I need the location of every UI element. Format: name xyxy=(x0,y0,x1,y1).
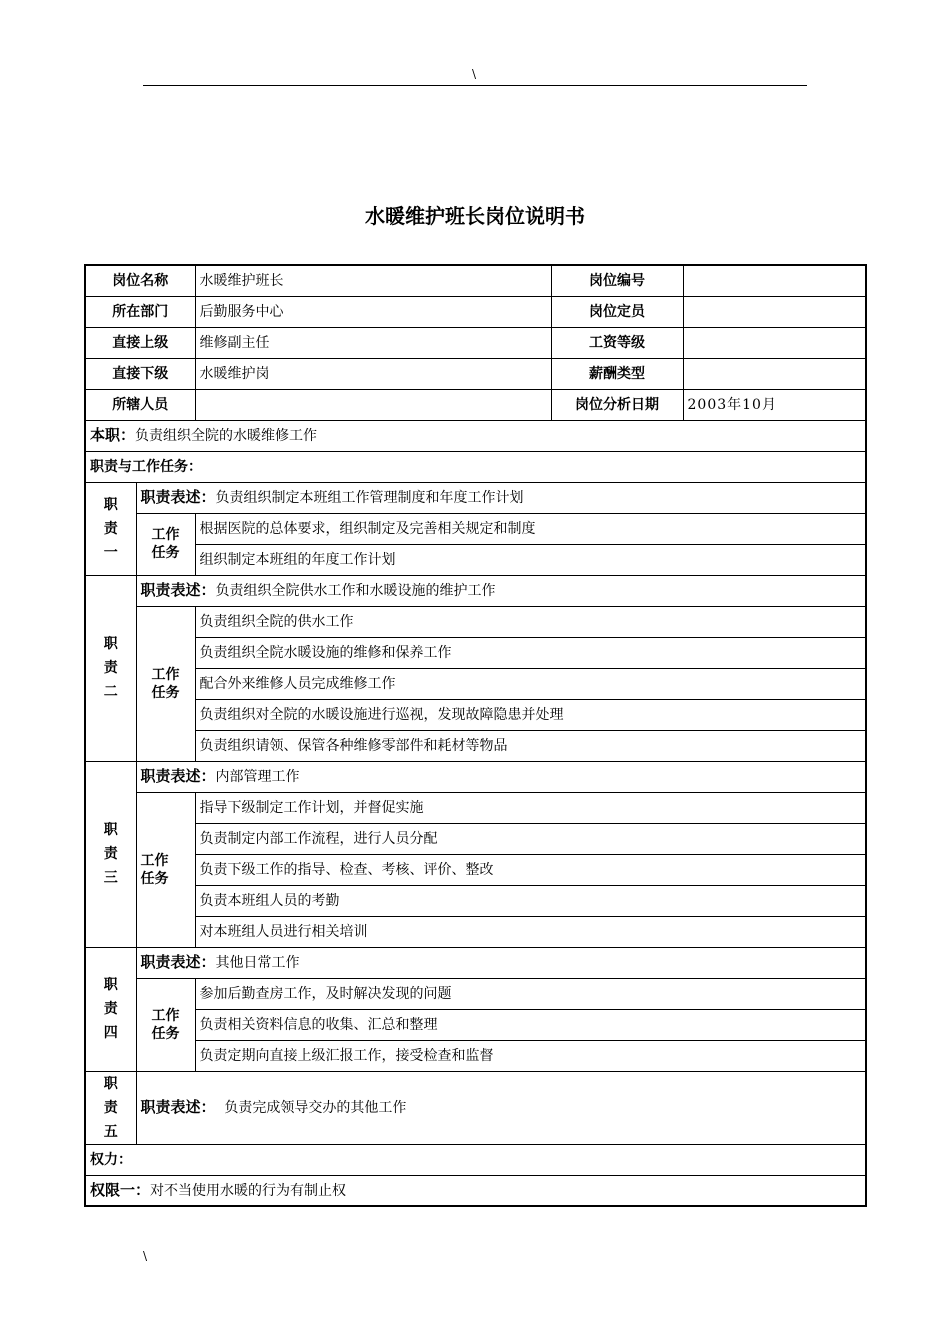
job-description-table xyxy=(84,264,867,1207)
subordinate-value: 水暖维护岗 xyxy=(195,358,551,389)
info-row-staff xyxy=(85,389,866,420)
authority-label: 权限一： xyxy=(90,1180,151,1199)
duty-2-task-row xyxy=(85,730,866,761)
date-label: 岗位分析日期 xyxy=(551,389,683,420)
duty-3-task-row xyxy=(85,792,866,823)
quota-label: 岗位定员 xyxy=(551,296,683,327)
duty-4-label: 职 责 四 xyxy=(85,947,136,1071)
duty-3-task-row xyxy=(85,854,866,885)
superior-label: 直接上级 xyxy=(85,327,195,358)
duty-5-label: 职 责 五 xyxy=(85,1071,136,1144)
document-title: 水暖维护班长岗位说明书 xyxy=(365,204,585,228)
grade-value xyxy=(683,327,866,358)
duty-1-task-1: 根据医院的总体要求，组织制定及完善相关规定和制度 xyxy=(195,513,866,544)
duty-5-desc: 职责表述： 负责完成领导交办的其他工作 xyxy=(136,1071,866,1144)
duty-4-desc-row xyxy=(85,947,866,978)
duty-3-task-2: 负责制定内部工作流程，进行人员分配 xyxy=(195,823,866,854)
duty-4-task-row xyxy=(85,978,866,1009)
duty-3-task-4: 负责本班组人员的考勤 xyxy=(195,885,866,916)
duty-2-desc-row xyxy=(85,575,866,606)
duty-2-task-row xyxy=(85,606,866,637)
duty-2-task-row xyxy=(85,699,866,730)
superior-value: 维修副主任 xyxy=(195,327,551,358)
duty-2-desc: 职责表述：负责组织全院供水工作和水暖设施的维护工作 xyxy=(136,575,866,606)
summary-row xyxy=(85,420,866,451)
duty-2-task-1: 负责组织全院的供水工作 xyxy=(195,606,866,637)
pay-value xyxy=(683,358,866,389)
duty-3-label: 职 责 三 xyxy=(85,761,136,947)
info-row-subordinate xyxy=(85,358,866,389)
duty-5-row xyxy=(85,1071,866,1144)
duty-2-task-4: 负责组织对全院的水暖设施进行巡视，发现故障隐患并处理 xyxy=(195,699,866,730)
pay-label: 薪酬类型 xyxy=(551,358,683,389)
grade-label: 工资等级 xyxy=(551,327,683,358)
duty-2-task-row xyxy=(85,668,866,699)
duties-header-row xyxy=(85,451,866,482)
duty-3-task-3: 负责下级工作的指导、检查、考核、评价、整改 xyxy=(195,854,866,885)
duty-4-task-1: 参加后勤查房工作，及时解决发现的问题 xyxy=(195,978,866,1009)
quota-value xyxy=(683,296,866,327)
duty-3-task-row xyxy=(85,885,866,916)
duty-2-task-2: 负责组织全院水暖设施的维修和保养工作 xyxy=(195,637,866,668)
staff-value xyxy=(195,389,551,420)
summary-text: 负责组织全院的水暖维修工作 xyxy=(135,428,318,444)
duty-2-task-row xyxy=(85,637,866,668)
duty-1-desc-row xyxy=(85,482,866,513)
info-row-superior xyxy=(85,327,866,358)
dept-label: 所在部门 xyxy=(85,296,195,327)
duty-1-task-row xyxy=(85,544,866,575)
duty-4-task-3: 负责定期向直接上级汇报工作，接受检查和监督 xyxy=(195,1040,866,1071)
duty-2-task-5: 负责组织请领、保管各种维修零部件和耗材等物品 xyxy=(195,730,866,761)
duty-2-task-3: 配合外来维修人员完成维修工作 xyxy=(195,668,866,699)
summary-cell xyxy=(85,420,866,451)
duty-1-label: 职 责 一 xyxy=(85,482,136,575)
power-header-row xyxy=(85,1144,866,1175)
footer-mark: \ xyxy=(143,1249,148,1263)
post-name-value: 水暖维护班长 xyxy=(195,265,551,296)
duty-4-task-2: 负责相关资料信息的收集、汇总和整理 xyxy=(195,1009,866,1040)
header-rule xyxy=(143,85,807,86)
header-mark: \ xyxy=(472,67,477,81)
duty-3-task-row xyxy=(85,916,866,947)
duty-1-task-label: 工作 任务 xyxy=(136,513,195,575)
info-row-post-name xyxy=(85,265,866,296)
duty-3-task-row xyxy=(85,823,866,854)
post-no-value xyxy=(683,265,866,296)
duty-4-task-label: 工作 任务 xyxy=(136,978,195,1071)
authority-text: 对不当使用水暖的行为有制止权 xyxy=(150,1182,347,1199)
post-name-label: 岗位名称 xyxy=(85,265,195,296)
duty-1-desc: 职责表述：负责组织制定本班组工作管理制度和年度工作计划 xyxy=(136,482,866,513)
duty-1-task-row xyxy=(85,513,866,544)
duty-4-task-row xyxy=(85,1009,866,1040)
duty-3-task-label: 工作 任务 xyxy=(136,792,195,947)
authority-row xyxy=(85,1175,866,1206)
duties-header: 职责与工作任务： xyxy=(85,451,866,482)
duty-4-desc: 职责表述：其他日常工作 xyxy=(136,947,866,978)
duty-3-task-5: 对本班组人员进行相关培训 xyxy=(195,916,866,947)
duty-3-desc: 职责表述：内部管理工作 xyxy=(136,761,866,792)
power-header: 权力： xyxy=(85,1144,866,1175)
summary-label: 本职： xyxy=(90,426,136,444)
subordinate-label: 直接下级 xyxy=(85,358,195,389)
duty-3-desc-row xyxy=(85,761,866,792)
info-row-dept xyxy=(85,296,866,327)
duty-4-task-row xyxy=(85,1040,866,1071)
duty-2-task-label: 工作 任务 xyxy=(136,606,195,761)
authority-cell xyxy=(85,1175,866,1206)
post-no-label: 岗位编号 xyxy=(551,265,683,296)
staff-label: 所辖人员 xyxy=(85,389,195,420)
duty-1-task-2: 组织制定本班组的年度工作计划 xyxy=(195,544,866,575)
duty-2-label: 职 责 二 xyxy=(85,575,136,761)
dept-value: 后勤服务中心 xyxy=(195,296,551,327)
date-value: 2003年10月 xyxy=(683,389,866,420)
duty-3-task-1: 指导下级制定工作计划，并督促实施 xyxy=(195,792,866,823)
